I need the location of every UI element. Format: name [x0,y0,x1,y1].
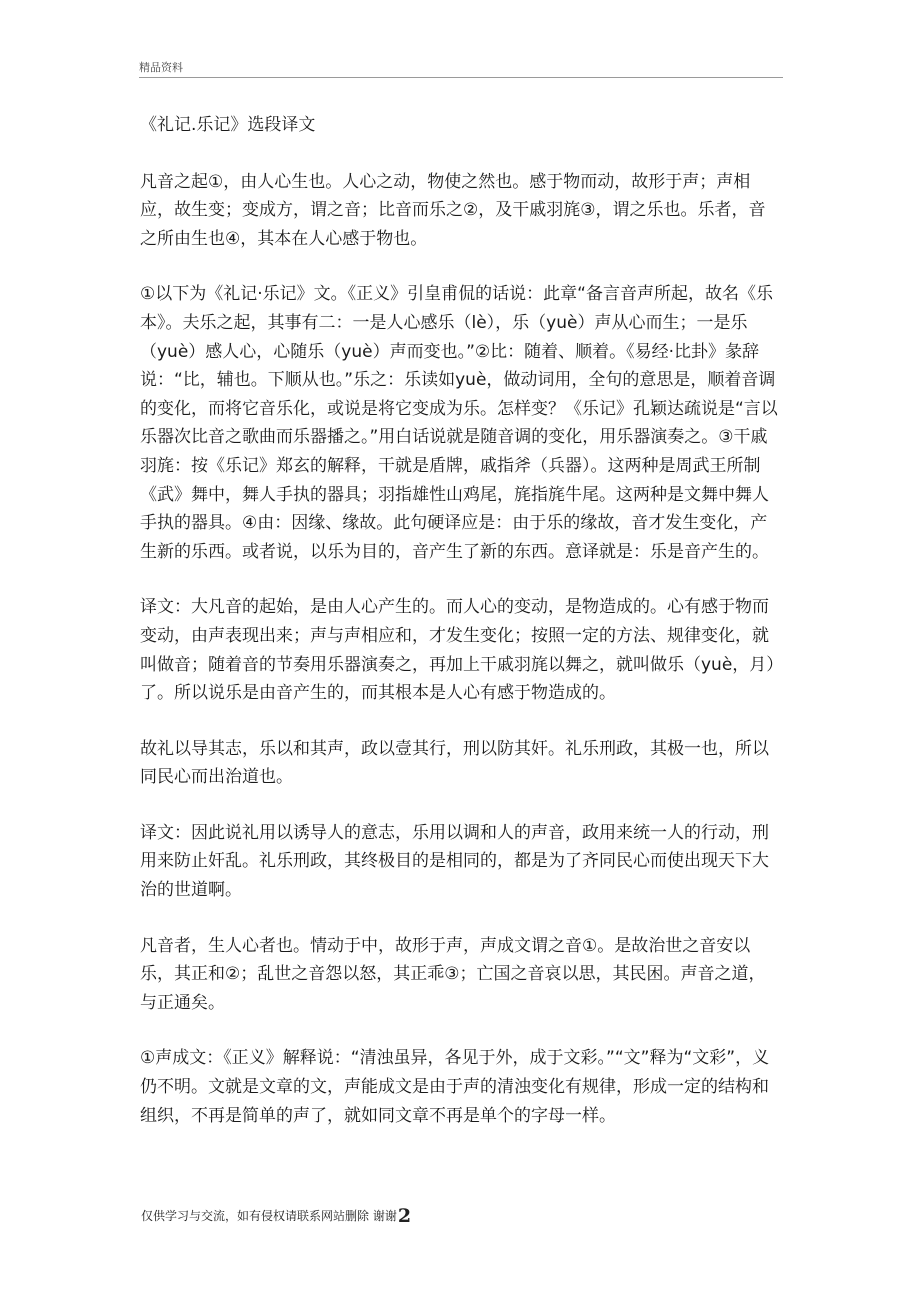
page-header [139,61,783,78]
document-title: 《礼记.乐记》选段译文 [140,115,316,135]
paragraph-original-2: 故礼以导其志，乐以和其声，政以壹其行，刑以防其奸。礼乐刑政，其极一也，所以同民心而出治道也。 [140,738,769,788]
paragraph-translation-2: 译文：因此说礼用以诱导人的意志，乐用以调和人的声音，政用来统一人的行动，刑用来防止奸乱。礼乐刑政，其终极目的是相同的，都是为了齐同民心而使出现天下大治的世道啊。 [140,822,769,901]
paragraph-notes-1: ①以下为《礼记·乐记》文。《正义》引皇甫侃的话说：此章“备言音声所起，故名《乐本》。夫乐之起，其事有二：一是人心感乐（lè），乐（yuè）声从心而生；一是乐（yuè）感人心，心随乐（yuè）声而变也。”②比：随着、顺着。《易经·比卦》彖辞说：“比，辅也。下顺从也。”乐之：乐读如yuè，做动词用，全句的意思是，顺着音调的变化，而将它音乐化，或说是将它变成为乐。怎样变？《乐记》孔颖达疏说是“言以乐器次比音之歌曲而乐器播之。”用白话说就是随音调的变化，用乐器演奏之。③干戚羽旄：按《乐记》郑玄的解释，干就是盾牌，戚指斧（兵器）。这两种是周武王所制《武》舞中，舞人手执的器具；羽指雄性山鸡尾，旄指旄牛尾。这两种是文舞中舞人手执的器具。④由：因缘、缘故。此句硬译应是：由于乐的缘故，音才发生变化，产生新的乐西。或者说，以乐为目的，音产生了新的东西。意译就是：乐是音产生的。 [140,284,778,562]
paragraph-translation-1: 译文：大凡音的起始，是由人心产生的。而人心的变动，是物造成的。心有感于物而变动，由声表现出来；声与声相应和，才发生变化；按照一定的方法、规律变化，就叫做音；随着音的节奏用乐器演奏之，再加上干戚羽旄以舞之，就叫做乐（yuè，月）了。所以说乐是由音产生的，而其根本是人心有感于物造成的。 [140,597,775,704]
footer-text: 仅供学习与交流，如有侵权请联系网站删除 谢谢 [141,1209,397,1223]
paragraph-original-3: 凡音者，生人心者也。情动于中，故形于声，声成文谓之音①。是故治世之音安以乐，其正和②；乱世之音怨以怒，其正乖③；亡国之音哀以思，其民困。声音之道，与正通矣。 [140,935,766,1013]
page-footer [141,1205,411,1227]
paragraph-original-1: 凡音之起①，由人心生也。人心之动，物使之然也。感于物而动，故形于声；声相应，故生变；变成方，谓之音；比音而乐之②，及干戚羽旄③，谓之乐也。乐者，音之所由生也④，其本在人心感于物也。 [140,171,766,249]
document-body [140,111,780,1157]
paragraph-notes-3: ①声成文：《正义》解释说：“清浊虽异，各见于外，成于文彩。”“文”释为“文彩”，义仍不明。文就是文章的文，声能成文是由于声的清浊变化有规律，形成一定的结构和组织，不再是简单的声了，就如同文章不再是单个的字母一样。 [140,1048,770,1126]
page-number: 2 [397,1205,412,1227]
header-text: 精品资料 [139,61,183,74]
